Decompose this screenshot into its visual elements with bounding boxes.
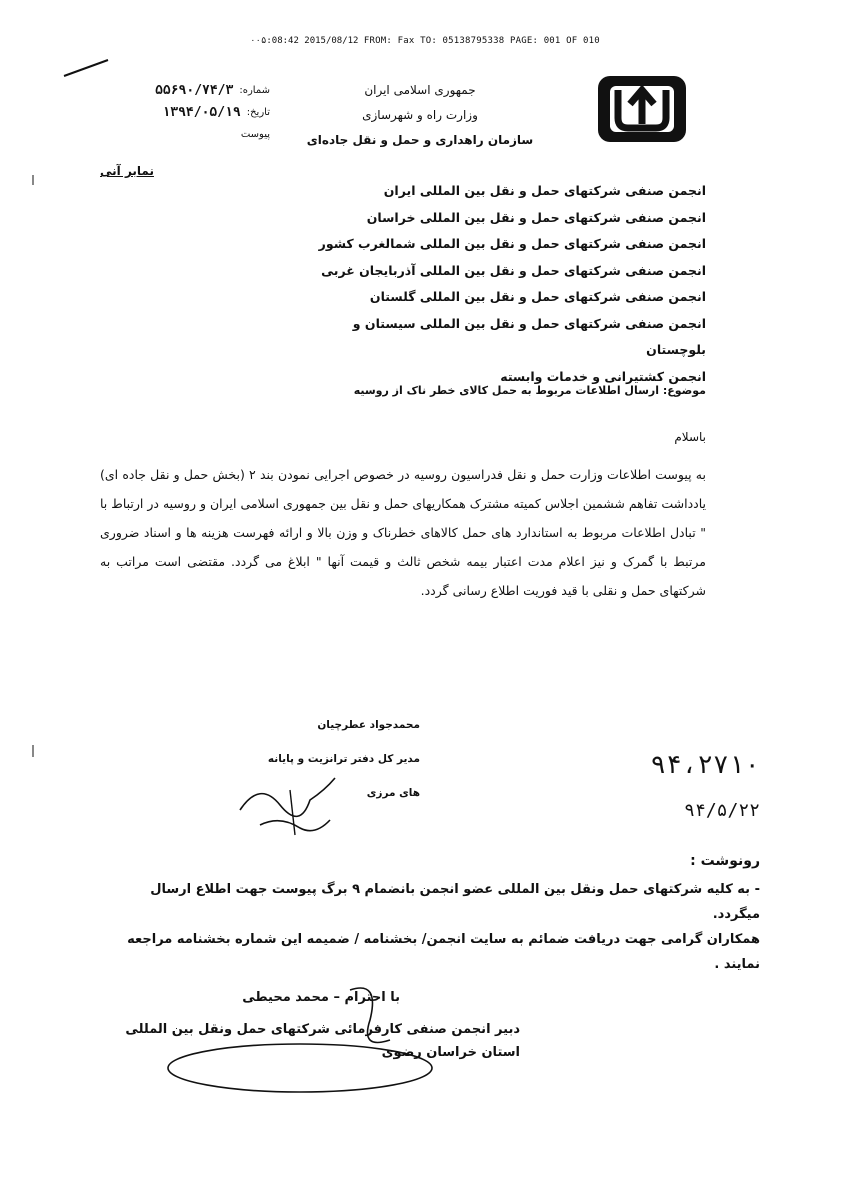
recipient-item: انجمن صنفی شرکتهای حمل و نقل بین المللی خراسان: [366, 209, 706, 225]
fax-header: ۰۰۵:08:42 2015/08/12 FROM: Fax TO: 05138795338 PAGE: 001 OF 010: [250, 36, 600, 46]
margin-tick-mark: [30, 175, 36, 185]
meta-date-value: ۱۳۹۴/۰۵/۱۹: [162, 105, 241, 120]
cc-line: همکاران گرامی جهت دریافت ضمائم به سایت انجمن/ بخشنامه / ضمیمه این شماره بخشنامه مراجعه نمایند .: [127, 932, 760, 972]
meta-number-row: [110, 80, 270, 102]
signer-name: محمدجواد عطرچیان: [317, 719, 420, 731]
signer-title: مدیر کل دفتر ترانزیت و پایانه های مرزی: [267, 753, 420, 799]
signature-loop-mark: [150, 980, 490, 1100]
cc-title: رونوشت :: [690, 853, 760, 869]
recipient-item: انجمن صنفی شرکتهای حمل و نقل بین المللی سیستان و بلوچستان: [352, 315, 706, 357]
pen-stroke-mark: [62, 58, 112, 78]
letter-body: به پیوست اطلاعات وزارت حمل و نقل فدراسیون روسیه در خصوص اجرایی نمودن بند ۲ (بخش حمل و نقل جاده ای) یادداشت تفاهم ششمین اجلاس کمیته مشترک همکاریهای حمل و نقل بین جمهوری اسلامی ایران و روسیه در ارتباط با " تبادل اطلاعات مربوط به استاندارد های حمل کالاهای خطرناک و وزن بالا و ارائه فهرست هزینه ها و اسناد ضروری مرتبط با گمرک و نیز اعلام مدت اعتبار بیمه شخص ثالث و قیمت آنها " ابلاغ می گردد. مقتضی است مراتب به شرکتهای حمل و نقلی با قید فوریت اطلاع رسانی گردد.: [100, 467, 706, 598]
cc-signer-title: دبیر انجمن صنفی کارفرمائی شرکتهای حمل ونقل بین المللی: [125, 1022, 520, 1037]
greeting: باسلام: [674, 430, 706, 444]
letterhead-organization: سازمان راهداری و حمل و نقل جاده‌ای: [306, 133, 534, 147]
recipient-item: انجمن صنفی شرکتهای حمل و نقل بین المللی آذربایجان غربی: [321, 262, 706, 278]
letter-meta: [110, 80, 270, 146]
recipient-item: انجمن صنفی شرکتهای حمل و نقل بین المللی گلستان: [369, 289, 706, 304]
margin-tick-mark: [30, 745, 36, 757]
meta-attachment-label: پیوست: [240, 129, 270, 140]
letter-subject: موضوع: ارسال اطلاعات مربوط به حمل کالای خطر ناک از روسیه: [353, 384, 706, 397]
letterhead-country: جمهوری اسلامی ایران: [364, 83, 476, 97]
recipient-item: انجمن کشتیرانی و خدمات وابسته: [500, 368, 706, 384]
recipients-list: [300, 178, 706, 390]
letterhead-ministry: وزارت راه و شهرسازی: [362, 108, 478, 122]
cc-lines: [110, 877, 760, 977]
meta-date-row: [110, 102, 270, 124]
meta-date-label: تاریخ:: [246, 107, 270, 118]
cc-regards: با احترام – محمد محیطی: [242, 990, 400, 1005]
meta-attachment-row: [110, 124, 270, 146]
recipient-item: انجمن صنفی شرکتهای حمل و نقل بین المللی شمالغرب کشور: [318, 236, 706, 251]
handwritten-date: ۹۴/۵/۲۲: [684, 800, 760, 821]
handwritten-number: ۹۴،۲۷۱۰: [650, 750, 760, 780]
cc-signer-region: استان خراسان رضوی: [381, 1045, 520, 1060]
signature-mark: [230, 770, 350, 840]
recipient-item: انجمن صنفی شرکتهای حمل و نقل بین المللی ایران: [383, 183, 706, 198]
meta-number-value: ۵۵۶۹۰/۷۴/۳: [155, 83, 234, 98]
meta-number-label: شماره:: [239, 85, 270, 96]
cc-line: - به کلیه شرکتهای حمل ونقل بین المللی عضو انجمن بانضمام ۹ برگ پیوست جهت اطلاع ارسال میگردد.: [150, 882, 760, 922]
rmto-logo-icon: [596, 74, 688, 144]
urgent-fax-label: نمابر آنی: [100, 164, 154, 178]
letterhead: [290, 78, 550, 153]
